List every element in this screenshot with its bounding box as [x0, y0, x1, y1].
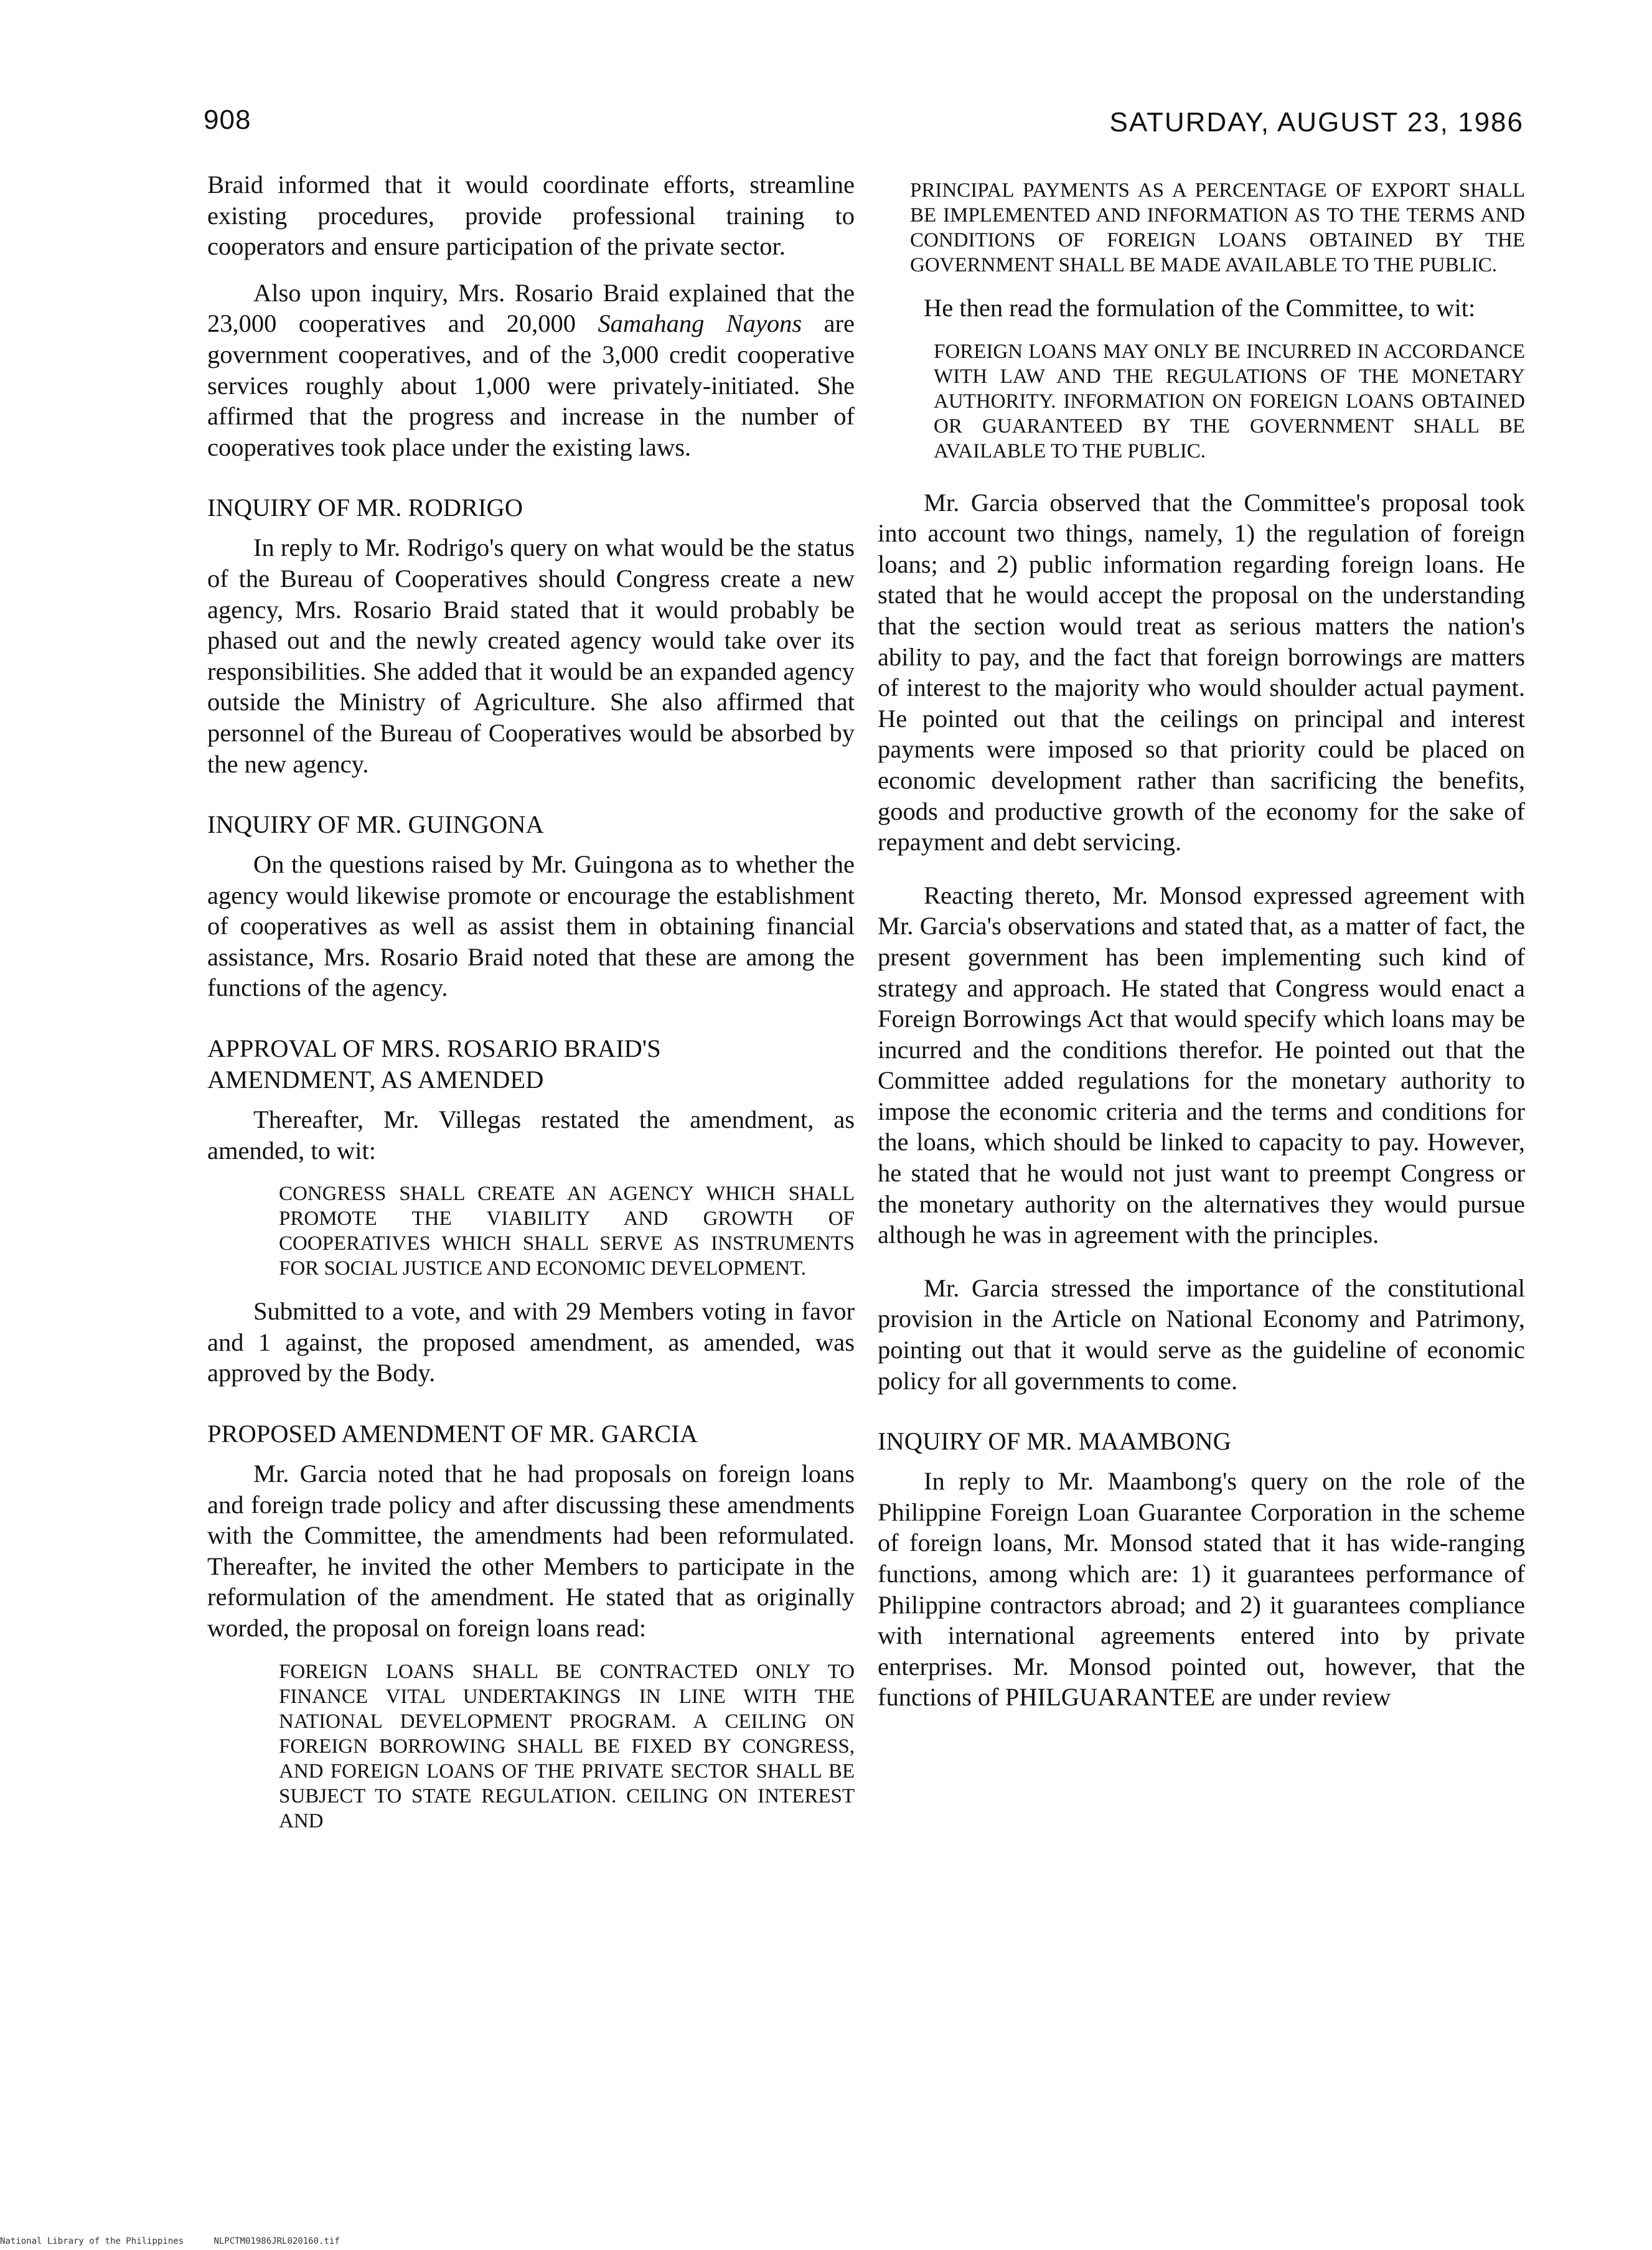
right-column: [878, 169, 1525, 1728]
paragraph: Submitted to a vote, and with 29 Members voting in favor and 1 against, the proposed amendment, as amended, was approved by the Body.: [207, 1297, 855, 1387]
paragraph: Mr. Garcia stressed the importance of the constitutional provision in the Article on National Economy and Patrimony, pointing out that it would serve as the guideline of economic policy for all governments to come.: [878, 1273, 1525, 1395]
paragraph: Mr. Garcia noted that he had proposals on foreign loans and foreign trade policy and after discussing these amendments with the Committee, the amendments had been reformulated. Thereafter, he invited the other Members to participate in the reformulation of the amendment. He stated that as originally worded, the proposal on foreign loans read:: [207, 1460, 855, 1642]
paragraph: Thereafter, Mr. Villegas restated the amendment, as amended, to wit:: [207, 1105, 855, 1165]
section-heading-maambong: INQUIRY OF MR. MAAMBONG: [878, 1427, 1231, 1456]
scan-footer: [0, 2236, 365, 2246]
paragraph: In reply to Mr. Maambong's query on the role of the Philippine Foreign Loan Guarantee Corporation in the scheme of foreign loans, Mr. Monsod stated that it has wide-ranging functions, among which are: 1) it guarantees performance of Philippine contractors abroad; and 2) it guarantees compliance with international agreements entered into by private enterprises. Mr. Monsod pointed out, however, that the functions of PHILGUARANTEE are under review: [878, 1467, 1525, 1712]
footer-filename: NLPCTM01986JRL020160.tif: [214, 2236, 340, 2246]
section-heading-guingona: INQUIRY OF MR. GUINGONA: [207, 810, 544, 839]
block-quote: FOREIGN LOANS MAY ONLY BE INCURRED IN ACCORDANCE WITH LAW AND THE REGULATIONS OF THE MONETARY AUTHORITY. INFORMATION ON FOREIGN LOANS OBTAINED OR GUARANTEED BY THE GOVERNMENT SHALL BE AVAILABLE TO THE PUBLIC.: [934, 340, 1525, 462]
section-heading-garcia: PROPOSED AMENDMENT OF MR. GARCIA: [207, 1420, 698, 1448]
block-quote: CONGRESS SHALL CREATE AN AGENCY WHICH SHALL PROMOTE THE VIABILITY AND GROWTH OF COOPERATIVES WHICH SHALL SERVE AS INSTRUMENTS FOR SOCIAL JUSTICE AND ECONOMIC DEVELOPMENT.: [279, 1183, 855, 1280]
paragraph: [207, 278, 855, 463]
paragraph: He then read the formulation of the Committee, to wit:: [924, 294, 1476, 322]
paragraph: Mr. Garcia observed that the Committee's proposal took into account two things, namely, 1) the regulation of foreign loans; and 2) public information regarding foreign loans. He stated that he would accept the proposal on the understanding that the section would treat as serious matters the nation's ability to pay, and the fact that foreign borrowings are matters of interest to the majority who would shoulder actual payment. He pointed out that the ceilings on principal and interest payments were imposed so that priority could be placed on economic development rather than sacrificing the benefits, goods and productive growth of the economy for the sake of repayment and debt servicing.: [878, 488, 1525, 856]
page-number: 908: [204, 105, 251, 135]
block-quote-continued: PRINCIPAL PAYMENTS AS A PERCENTAGE OF EXPORT SHALL BE IMPLEMENTED AND INFORMATION AS TO THE TERMS AND CONDITIONS OF FOREIGN LOANS OBTAINED BY THE GOVERNMENT SHALL BE MADE AVAILABLE TO THE PUBLIC.: [910, 179, 1525, 276]
paragraph: In reply to Mr. Rodrigo's query on what would be the status of the Bureau of Cooperatives should Congress create a new agency, Mrs. Rosario Braid stated that it would probably be phased out and the newly created agency would take over its responsibilities. She added that it would be an expanded agency outside the Ministry of Agriculture. She also affirmed that personnel of the Bureau of Cooperatives would be absorbed by the new agency.: [207, 533, 855, 778]
paragraph: On the questions raised by Mr. Guingona as to whether the agency would likewise promote or encourage the establishment of cooperatives as well as assist them in obtaining financial assistance, Mrs. Rosario Braid noted that these are among the functions of the agency.: [207, 850, 855, 1002]
left-column: [207, 169, 855, 1834]
section-heading-rodrigo: INQUIRY OF MR. RODRIGO: [207, 494, 523, 522]
section-heading-approval: APPROVAL OF MRS. ROSARIO BRAID'S AMENDMENT, AS AMENDED: [207, 1034, 661, 1094]
paragraph: Braid informed that it would coordinate efforts, streamline existing procedures, provide professional training to cooperators and ensure participation of the private sector.: [207, 171, 855, 261]
paragraph: Reacting thereto, Mr. Monsod expressed agreement with Mr. Garcia's observations and stated that, as a matter of fact, the present government has been implementing such kind of strategy and approach. He stated that Congress would enact a Foreign Borrowings Act that would specify which loans may be incurred and the conditions therefor. He pointed out that the Committee added regulations for the monetary authority to impose the economic criteria and the terms and conditions for the loans, which should be linked to capacity to pay. However, he stated that he would not just want to preempt Congress or the monetary authority on the alternatives they would pursue although he was in agreement with the principles.: [878, 881, 1525, 1249]
paragraph-text: Also upon inquiry, Mrs. Rosario Braid explained that the 23,000 cooperatives and 20,000: [207, 278, 855, 338]
block-quote: FOREIGN LOANS SHALL BE CONTRACTED ONLY TO FINANCE VITAL UNDERTAKINGS IN LINE WITH THE NATIONAL DEVELOPMENT PROGRAM. A CEILING ON FOREIGN BORROWING SHALL BE FIXED BY CONGRESS, AND FOREIGN LOANS OF THE PRIVATE SECTOR SHALL BE SUBJECT TO STATE REGULATION. CEILING ON INTEREST AND: [279, 1660, 855, 1832]
italic-term: Samahang Nayons: [598, 309, 802, 338]
paragraph-text: are government cooperatives, and of the 3,000 credit cooperative services roughly about 1,000 were privately-initiated. She affirmed that the progress and increase in the number of cooperatives took place under the existing laws.: [207, 309, 855, 461]
footer-library: National Library of the Philippines: [0, 2236, 184, 2246]
page-date: SATURDAY, AUGUST 23, 1986: [1109, 107, 1524, 138]
